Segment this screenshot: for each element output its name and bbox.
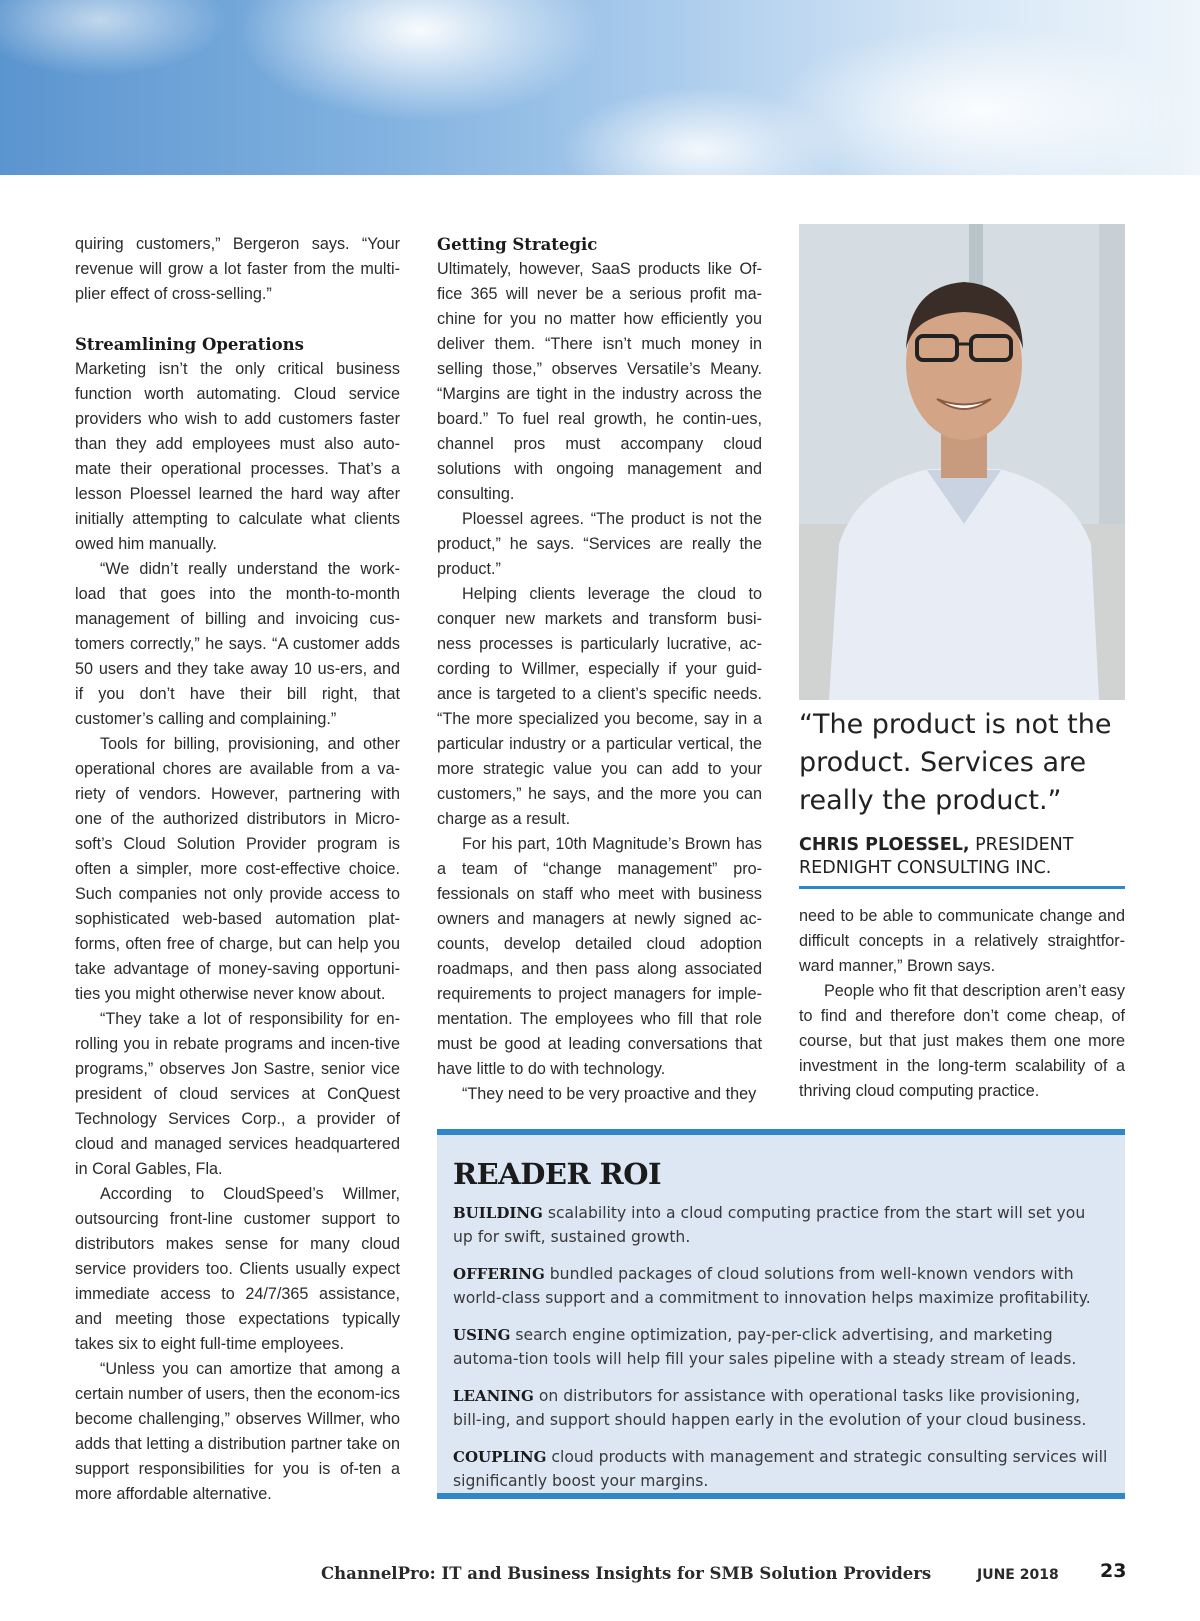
paragraph: People who fit that description aren’t easy to find and therefore don’t come cheap, of course, but that just makes them one more investment in the long-term scalability of a thriving cloud computing practice. — [799, 982, 1125, 1100]
paragraph: Ultimately, however, SaaS products like Of-fice 365 will never be a serious profit ma-chine for you no matter how efficiently you deliver them. “There isn’t much money in selling those,” observes Versatile’s Meany. “Margins are tight in the industry across the board.” To fuel real growth, he contin-ues, channel pros must accompany cloud solutions with ongoing management and consulting. — [437, 260, 762, 503]
article-column-3 — [799, 904, 1125, 1104]
roi-text: cloud products with management and strategic consulting services will significantly boost your margins. — [453, 1448, 1108, 1490]
reader-roi-heading: READER ROI — [453, 1157, 662, 1191]
roi-item — [453, 1262, 1109, 1310]
roi-item — [453, 1384, 1109, 1432]
paragraph: “We didn’t really understand the work-load that goes into the month-to-month management of billing and invoicing cus-tomers correctly,” he says. “A customer adds 50 users and they take away 10 us-ers, and if you don’t have their bill right, that customer’s calling and complaining.” — [75, 560, 400, 728]
paragraph: “They need to be very proactive and they — [462, 1085, 757, 1103]
roi-text: on distributors for assistance with operational tasks like provisioning, bill-ing, and support should happen early in the evolution of your cloud business. — [453, 1387, 1087, 1429]
paragraph: According to CloudSpeed’s Willmer, outsourcing front-line customer support to distributors makes sense for many cloud service providers too. Clients usually expect immediate access to 24/7/365 assistance, and meeting those expectations typically takes six to eight full-time employees. — [75, 1185, 400, 1353]
roi-item — [453, 1201, 1109, 1249]
reader-roi-box — [437, 1129, 1125, 1499]
roi-keyword: BUILDING — [453, 1204, 543, 1222]
paragraph: “They take a lot of responsibility for en-rolling you in rebate programs and incen-tive programs,” observes Jon Sastre, senior vice president of cloud services at ConQuest Technology Services Corp., a provider of cloud and managed services headquartered in Coral Gables, Fla. — [75, 1010, 400, 1178]
roi-item — [453, 1445, 1109, 1493]
paragraph: need to be able to communicate change and difficult concepts in a relatively straightfor-ward manner,” Brown says. — [799, 907, 1125, 975]
paragraph: Marketing isn’t the only critical business function worth automating. Cloud service providers who wish to add customers faster than they add employees must also auto-mate their operational processes. That’s a lesson Ploessel learned the hard way after initially attempting to calculate what clients owed him manually. — [75, 360, 400, 553]
paragraph: Helping clients leverage the cloud to conquer new markets and transform busi-ness processes is particularly lucrative, ac-cording to Willmer, especially if your guid-ance is targeted to a client’s specific needs. “The more specialized you become, say in a particular industry or a particular vertical, the more strategic value you can add to your customers,” he says, and the more you can charge as a result. — [437, 585, 762, 828]
roi-keyword: COUPLING — [453, 1448, 547, 1466]
roi-text: scalability into a cloud computing practice from the start will set you up for swift, sustained growth. — [453, 1204, 1086, 1246]
quote-attribution — [799, 834, 1129, 880]
sky-header-image — [0, 0, 1200, 175]
roi-item — [453, 1323, 1109, 1371]
publication-title: ChannelPro: IT and Business Insights for SMB Solution Providers — [321, 1564, 932, 1583]
article-column-2 — [437, 232, 762, 1107]
issue-date: JUNE 2018 — [977, 1567, 1059, 1583]
paragraph: Tools for billing, provisioning, and other operational chores are available from a va-riety of vendors. However, partnering with one of the authorized distributors in Micro-soft’s Cloud Solution Provider program is often a simpler, more cost-effective choice. Such companies not only provide access to sophisticated web-based automation plat-forms, often free of charge, but can help you take advantage of money-saving opportuni-ties you might otherwise never know about. — [75, 735, 400, 1003]
portrait-photo — [799, 224, 1125, 700]
divider — [799, 886, 1125, 889]
section-heading-streamlining: Streamlining Operations — [75, 335, 304, 354]
roi-keyword: OFFERING — [453, 1265, 545, 1283]
page-number: 23 — [1100, 1560, 1127, 1582]
roi-keyword: USING — [453, 1326, 511, 1344]
paragraph: quiring customers,” Bergeron says. “Your revenue will grow a lot faster from the multi-plier effect of cross-selling.” — [75, 235, 400, 303]
paragraph: For his part, 10th Magnitude’s Brown has a team of “change management” pro-fessionals on staff who meet with business owners and managers at newly signed ac-counts, develop detailed cloud adoption roadmaps, and then pass along associated requirements to project managers for imple-mentation. The employees who fill that role must be good at leading conversations that have little to do with technology. — [437, 835, 762, 1078]
roi-keyword: LEANING — [453, 1387, 534, 1405]
article-column-1 — [75, 232, 400, 1507]
attribution-title: PRESIDENT — [975, 835, 1074, 855]
portrait-illustration — [799, 224, 1125, 700]
roi-text: bundled packages of cloud solutions from well-known vendors with world-class support and a commitment to innovation helps maximize profitability. — [453, 1265, 1091, 1307]
paragraph: Ploessel agrees. “The product is not the product,” he says. “Services are really the product.” — [437, 510, 762, 578]
paragraph: “Unless you can amortize that among a certain number of users, then the econom-ics become challenging,” observes Willmer, who adds that letting a distribution partner take on support responsibilities for you is of-ten a more affordable alternative. — [75, 1360, 400, 1503]
roi-text: search engine optimization, pay-per-click advertising, and marketing automa-tion tools will help fill your sales pipeline with a steady stream of leads. — [453, 1326, 1077, 1368]
pull-quote: “The product is not the product. Services are really the product.” — [799, 709, 1112, 816]
section-heading-getting-strategic: Getting Strategic — [437, 235, 598, 254]
attribution-name: CHRIS PLOESSEL, — [799, 835, 970, 855]
attribution-company: REDNIGHT CONSULTING INC. — [799, 858, 1052, 878]
